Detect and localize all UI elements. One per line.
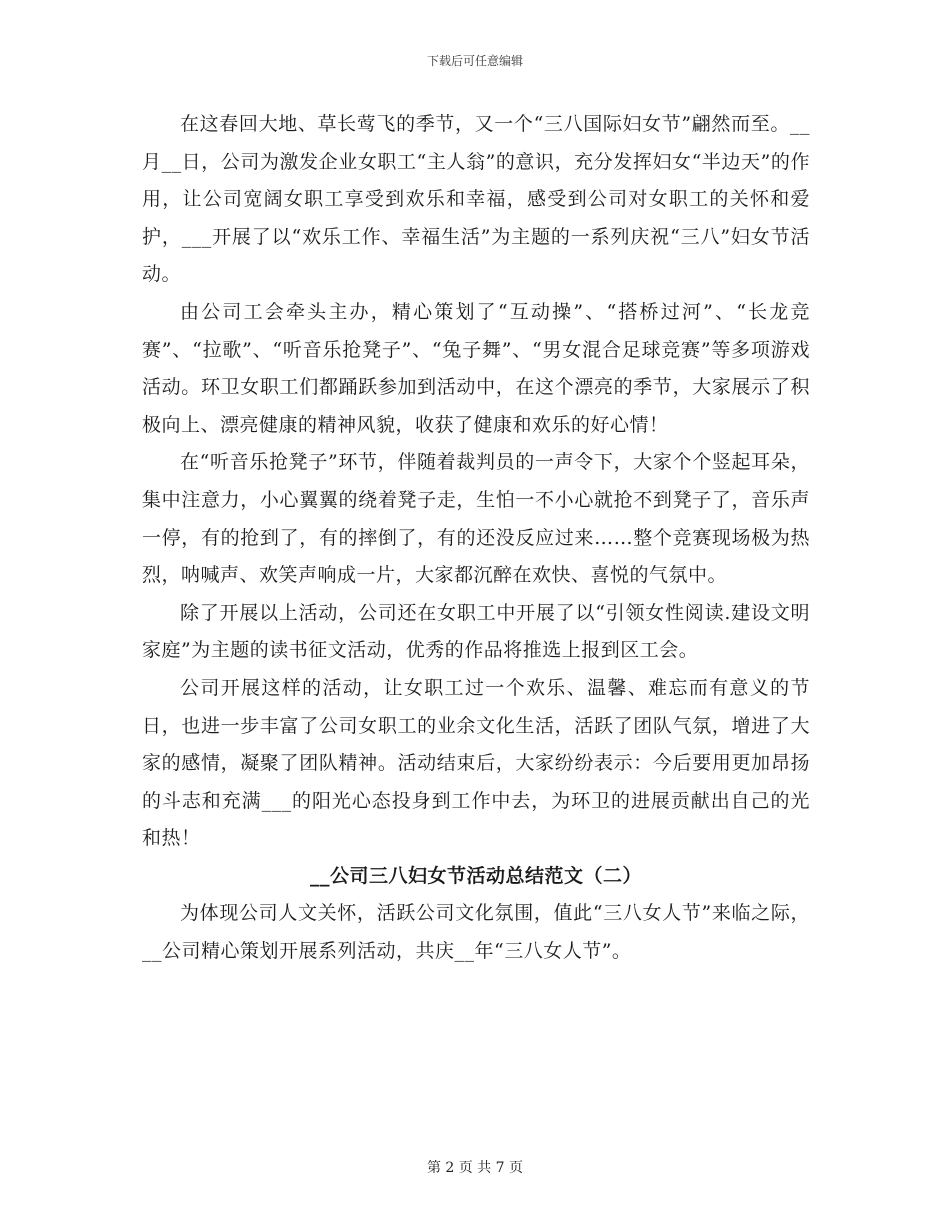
document-body — [142, 106, 810, 971]
paragraph-4: 除了开展以上活动，公司还在女职工中开展了以“引领女性阅读.建设文明家庭”为主题的读书征文活动，优秀的作品将推选上报到区工会。 — [142, 601, 810, 662]
section-heading: __公司三八妇女节活动总结范文（二） — [309, 864, 642, 887]
page-header: 下载后可任意编辑 — [426, 54, 523, 68]
paragraph-1: 在这春回大地、草长莺飞的季节，又一个“三八国际妇女节”翩然而至。__月__日，公司为激发企业女职工“主人翁”的意识，充分发挥妇女“半边天”的作用，让公司宽阔女职工享受到欢乐和幸福，感受到公司对女职工的关怀和爱护，___开展了以“欢乐工作、幸福生活”为主题的一系列庆祝“三八”妇女节活动。 — [142, 113, 810, 286]
paragraph-3: 在“听音乐抢凳子”环节，伴随着裁判员的一声令下，大家个个竖起耳朵，集中注意力，小心翼翼的绕着凳子走，生怕一不小心就抢不到凳子了，音乐声一停，有的抢到了，有的摔倒了，有的还没反应过来……整个竞赛现场极为热烈，呐喊声、欢笑声响成一片，大家都沉醉在欢快、喜悦的气氛中。 — [142, 451, 810, 587]
paragraph-6: 为体现公司人文关怀，活跃公司文化氛围，值此“三八女人节”来临之际，__公司精心策划开展系列活动，共庆__年“三八女人节”。 — [142, 902, 810, 963]
paragraph-2: 由公司工会牵头主办，精心策划了“互动操”、“搭桥过河”、“长龙竞赛”、“拉歌”、“听音乐抢凳子”、“兔子舞”、“男女混合足球竞赛”等多项游戏活动。环卫女职工们都踊跃参加到活动中，在这个漂亮的季节，大家展示了积极向上、漂亮健康的精神风貌，收获了健康和欢乐的好心情！ — [142, 300, 810, 436]
page-number: 第 2 页 共 7 页 — [426, 1160, 524, 1176]
paragraph-5: 公司开展这样的活动，让女职工过一个欢乐、温馨、难忘而有意义的节日，也进一步丰富了公司女职工的业余文化生活，活跃了团队气氛，增进了大家的感情，凝聚了团队精神。活动结束后，大家纷纷表示：今后要用更加昂扬的斗志和充满___的阳光心态投身到工作中去，为环卫的进展贡献出自己的光和热！ — [142, 676, 810, 850]
